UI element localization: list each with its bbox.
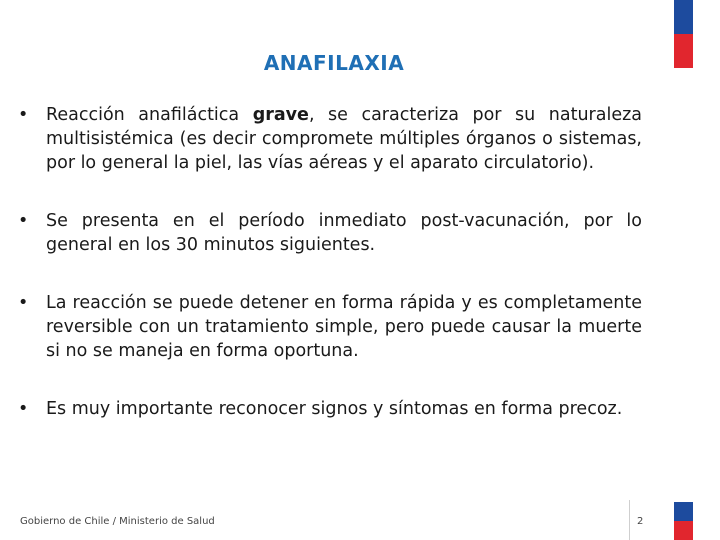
footer-divider <box>629 500 630 540</box>
bullet-text: Es muy importante reconocer signos y síntomas en forma precoz. <box>46 399 623 419</box>
bullet-text: La reacción se puede detener en forma rápida y es completamente reversible con un tratamiento simple, pero puede causar la muerte si no se maneja en forma oportuna. <box>46 293 642 361</box>
flag-stripe-bottom <box>674 502 693 540</box>
flag-red-block <box>674 521 693 540</box>
bullet-marker: • <box>18 105 29 125</box>
bullet-emphasis: grave <box>252 105 309 125</box>
flag-blue-block <box>674 0 693 34</box>
flag-blue-block <box>674 502 693 521</box>
bullet-marker: • <box>18 211 29 231</box>
bullet-list <box>18 103 642 421</box>
bullet-text-end: , se caracteriza por su naturaleza multisistémica (es decir compromete múltiples órganos o sistemas, por lo general la piel, las vías aéreas y el aparato circulatorio). <box>46 105 642 173</box>
footer-text: Gobierno de Chile / Ministerio de Salud <box>20 516 215 527</box>
bullet-item <box>18 397 642 421</box>
flag-stripe-top <box>674 0 693 68</box>
bullet-item <box>18 103 642 175</box>
slide-title: ANAFILAXIA <box>263 51 405 75</box>
flag-red-block <box>674 34 693 68</box>
bullet-item <box>18 291 642 363</box>
bullet-marker: • <box>18 293 29 313</box>
bullet-text-start: Reacción anafiláctica <box>46 105 253 125</box>
bullet-item <box>18 209 642 257</box>
page-number: 2 <box>637 516 644 527</box>
bullet-text: Se presenta en el período inmediato post-vacunación, por lo general en los 30 minutos siguientes. <box>46 211 642 255</box>
bullet-marker: • <box>18 399 29 419</box>
